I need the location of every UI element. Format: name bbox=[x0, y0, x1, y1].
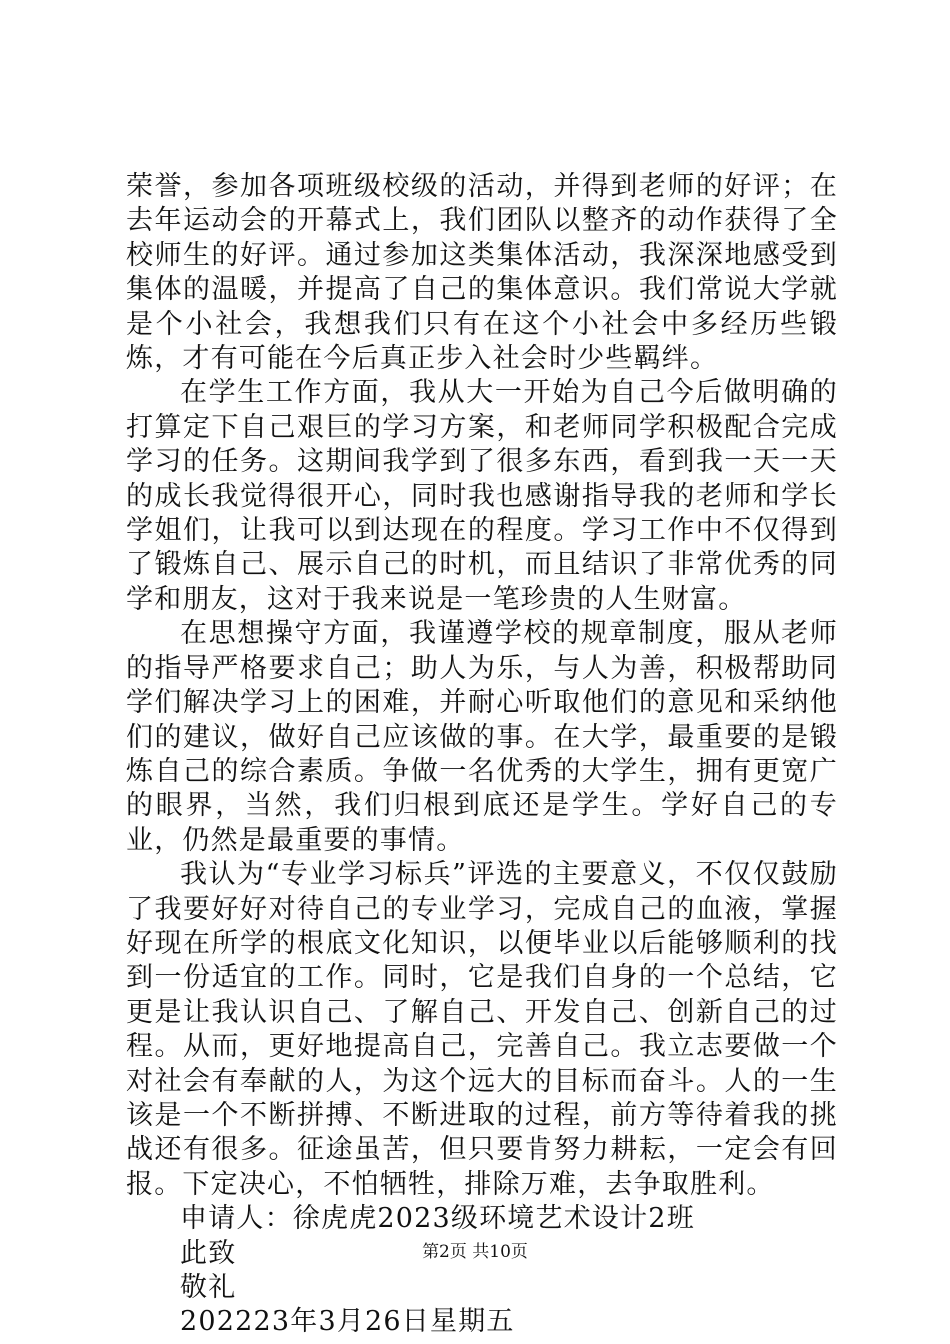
page-footer: 第2页 共10页 bbox=[422, 1242, 528, 1262]
paragraph-significance: 我认为“专业学习标兵”评选的主要意义，不仅仅鼓励了我要好好对待自己的专业学习，完成自己的血液，掌握好现在所学的根底文化知识，以便毕业以后能够顺利的找到一份适宜的工作。同时，它是我们自身的一个总结，它更是让我认识自己、了解自己、开发自己、创新自己的过程。从而，更好地提高自己，完善自己。我立志要做一个对社会有奉献的人，为这个远大的目标而奋斗。人的一生该是一个不断拼搏、不断进取的过程，前方等待着我的挑战还有很多。征途虽苦，但只要肯努力耕耘，一定会有回报。下定决心，不怕牺牲，排除万难，去争取胜利。 bbox=[126, 859, 838, 1200]
paragraph-ideology: 在思想操守方面，我谨遵学校的规章制度，服从老师的指导严格要求自己；助人为乐，与人为善，积极帮助同学们解决学习上的困难，并耐心听取他们的意见和采纳他们的建议，做好自己应该做的事。在大学，最重要的是锻炼自己的综合素质。争做一名优秀的大学生，拥有更宽广的眼界，当然，我们归根到底还是学生。学好自己的专业，仍然是最重要的事情。 bbox=[126, 618, 838, 856]
salutation-jingli: 敬礼 bbox=[180, 1272, 237, 1303]
paragraph-student-work: 在学生工作方面，我从大一开始为自己今后做明确的打算定下自己艰巨的学习方案，和老师同学积极配合完成学习的任务。这期间我学到了很多东西，看到我一天一天的成长我觉得很开心，同时我也感谢指导我的老师和学长学姐们，让我可以到达现在的程度。学习工作中不仅得到了锻炼自己、展示自己的时机，而且结识了非常优秀的同学和朋友，这对于我来说是一笔珍贵的人生财富。 bbox=[126, 377, 838, 615]
applicant-line: 申请人：徐虎虎2023级环境艺术设计2班 bbox=[180, 1203, 695, 1235]
salutation-cizhi: 此致 bbox=[180, 1237, 237, 1269]
date-line: 202223年3月26日星期五 bbox=[180, 1306, 515, 1338]
document-body bbox=[126, 170, 838, 1340]
paragraph-honors: 荣誉，参加各项班级校级的活动，并得到老师的好评；在去年运动会的开幕式上，我们团队以整齐的动作获得了全校师生的好评。通过参加这类集体活动，我深深地感受到集体的温暖，并提高了自己的集体意识。我们常说大学就是个小社会，我想我们只有在这个小社会中多经历些锻炼，才有可能在今后真正步入社会时少些羁绊。 bbox=[126, 171, 838, 375]
